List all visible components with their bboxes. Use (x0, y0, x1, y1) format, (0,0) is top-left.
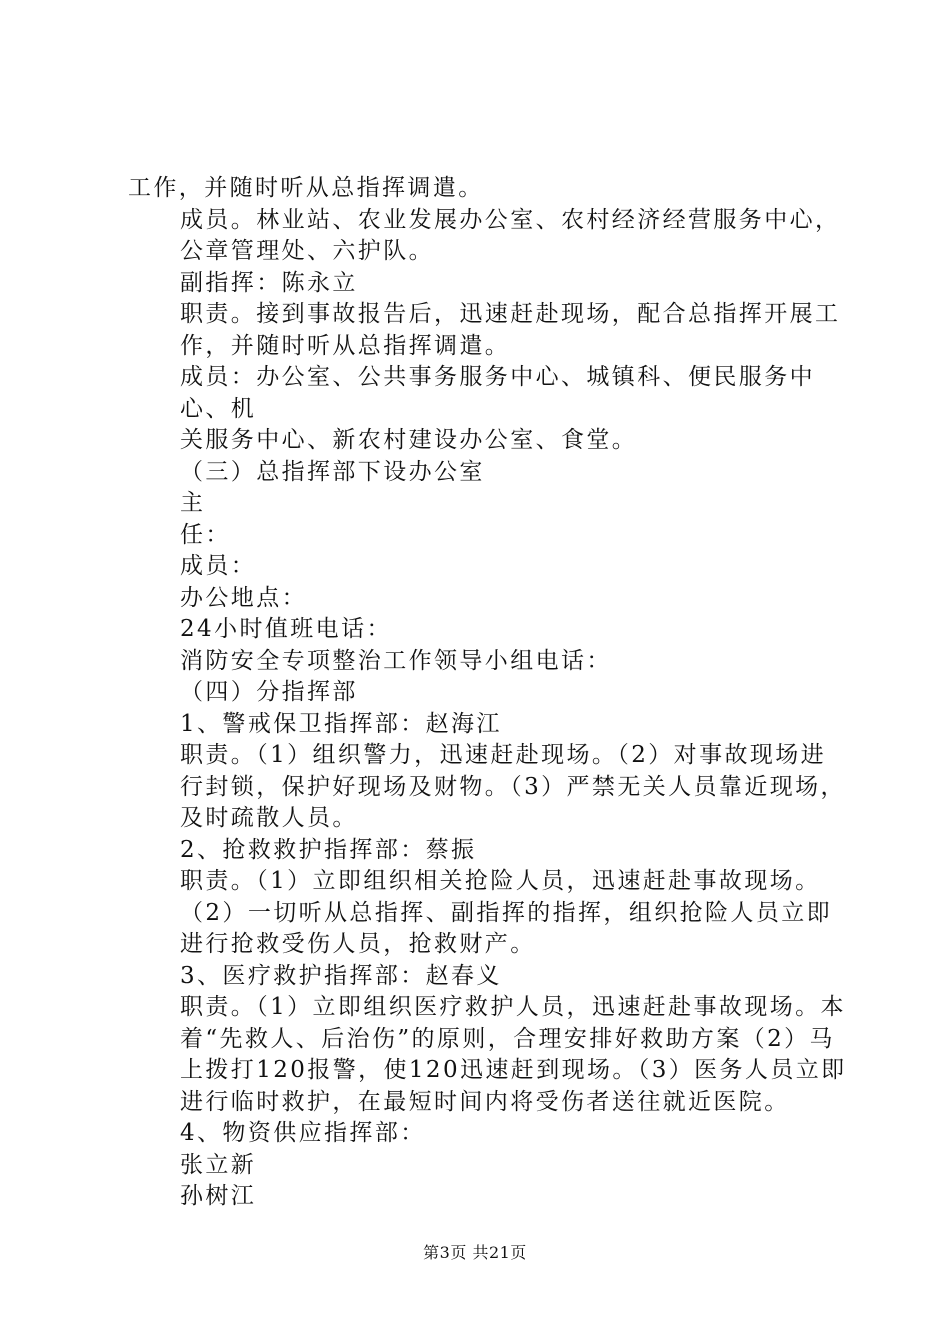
paragraph: 4、物资供应指挥部： (180, 1120, 426, 1146)
paragraph: 职责。（1）立即组织医疗救护人员，迅速赶赴事故现场。本着“先救人、后治伤”的原则，合理安排好救助方案（2）马上拨打120报警，使120迅速赶到现场。（3）医务人员立即进行临时救护，在最短时间内将受伤者送往就近医院。 (180, 994, 847, 1115)
field-label: 任： (180, 521, 231, 548)
paragraph: 1、警戒保卫指挥部：赵海江 (180, 710, 502, 737)
paragraph: 工作，并随时听从总指挥调遣。 (128, 175, 484, 201)
section-heading: （四）分指挥部 (180, 679, 358, 705)
page-number-footer: 第3页 共21页 (423, 1243, 527, 1262)
paragraph: 副指挥：陈永立 (180, 269, 358, 296)
section-heading: （三）总指挥部下设办公室 (180, 458, 485, 485)
paragraph: 成员：办公室、公共事务服务中心、城镇科、便民服务中心、机 (180, 364, 815, 422)
field-label: 成员： (180, 553, 257, 579)
field-label: 主 (180, 490, 206, 516)
paragraph: 职责。（1）立即组织相关抢险人员，迅速赶赴事故现场。（2）一切听从总指挥、副指挥的指挥，组织抢险人员立即进行抢救受伤人员，抢救财产。 (180, 868, 833, 957)
paragraph: 职责。接到事故报告后，迅速赶赴现场，配合总指挥开展工作，并随时听从总指挥调遣。 (180, 301, 841, 359)
paragraph: 孙树江 (180, 1183, 257, 1209)
field-label: 消防安全专项整治工作领导小组电话： (180, 647, 612, 674)
field-label: 24小时值班电话： (180, 616, 392, 642)
paragraph: 成员。林业站、农业发展办公室、农村经济经营服务中心，公章管理处、六护队。 (180, 206, 841, 264)
paragraph: 关服务中心、新农村建设办公室、食堂。 (180, 427, 638, 453)
paragraph: 3、医疗救护指挥部：赵春义 (180, 962, 502, 989)
paragraph: 张立新 (180, 1151, 257, 1178)
paragraph: 2、抢救救护指挥部：蔡振 (180, 836, 477, 863)
document-body (128, 173, 848, 1213)
paragraph: 职责。（1）组织警力，迅速赶赴现场。（2）对事故现场进行封锁，保护好现场及财物。（3）严禁无关人员靠近现场，及时疏散人员。 (180, 742, 846, 831)
field-label: 办公地点： (180, 584, 307, 611)
